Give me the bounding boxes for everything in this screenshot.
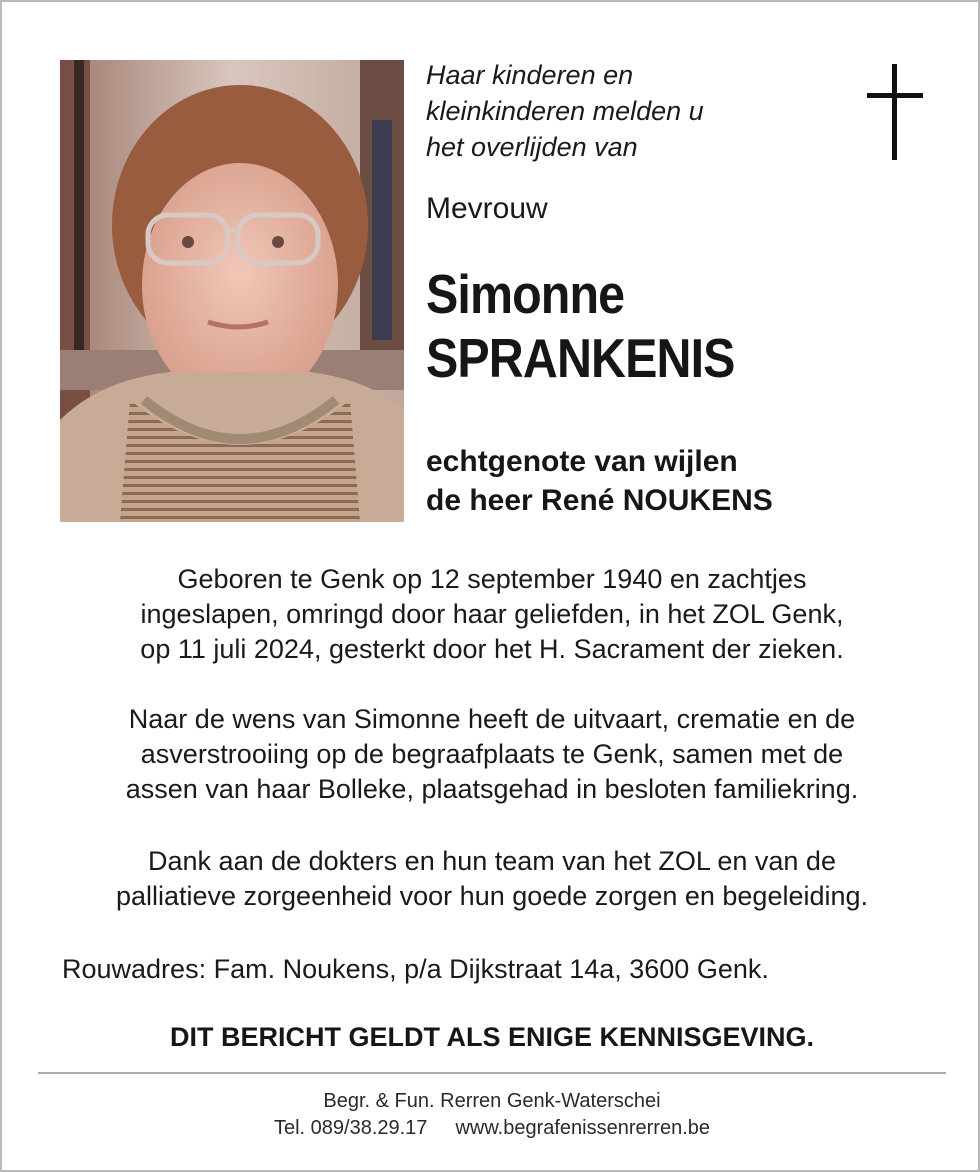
portrait-photo [60,60,404,522]
paragraph-line: asverstrooiing op de begraafplaats te Genk, samen met de [140,739,844,769]
paragraph-line: Naar de wens van Simonne heeft de uitvaart, crematie en de [128,704,856,734]
paragraph-line: palliatieve zorgeenheid voor hun goede zorgen en begeleiding. [115,881,869,911]
portrait-illustration [60,60,404,522]
website-link[interactable]: www.begrafenissenrerren.be [455,1117,711,1139]
paragraph-line: Dank aan de dokters en hun team van het ZOL en van de [148,846,836,876]
paragraph-line: ingeslapen, omringd door haar geliefden, in het ZOL Genk, [140,599,844,629]
official-notice: DIT BERICHT GELDT ALS ENIGE KENNISGEVING. [169,1022,815,1052]
spouse-text [426,442,773,520]
intro-line: Haar kinderen en [426,60,634,90]
birth-paragraph [42,562,942,667]
phone-number: Tel. 089/38.29.17 [273,1117,428,1139]
paragraph-line: assen van haar Bolleke, plaatsgehad in besloten familiekring. [125,774,859,804]
funeral-paragraph [42,702,942,807]
thanks-paragraph [42,844,942,914]
first-name: Simonne [426,263,625,325]
contact-line [2,1115,980,1142]
intro-line: kleinkinderen melden u [426,96,704,126]
funeral-home-footer [2,1088,980,1142]
mourning-address: Rouwadres: Fam. Noukens, p/a Dijkstraat 14a, 3600 Genk. [62,954,769,984]
last-name: SPRANKENIS [426,327,735,389]
cross-icon [864,62,926,162]
paragraph-line: Geboren te Genk op 12 september 1940 en zachtjes [177,564,807,594]
company-name: Begr. & Fun. Rerren Genk-Waterschei [323,1090,661,1112]
intro-line: het overlijden van [426,132,638,162]
honorific: Mevrouw [426,192,548,225]
paragraph-line: op 11 juli 2024, gesterkt door het H. Sacrament der zieken. [140,634,844,664]
deceased-name [426,262,735,390]
divider [38,1072,946,1074]
spouse-line: de heer René NOUKENS [426,484,773,517]
intro-text [426,57,826,165]
spouse-line: echtgenote van wijlen [426,445,738,478]
